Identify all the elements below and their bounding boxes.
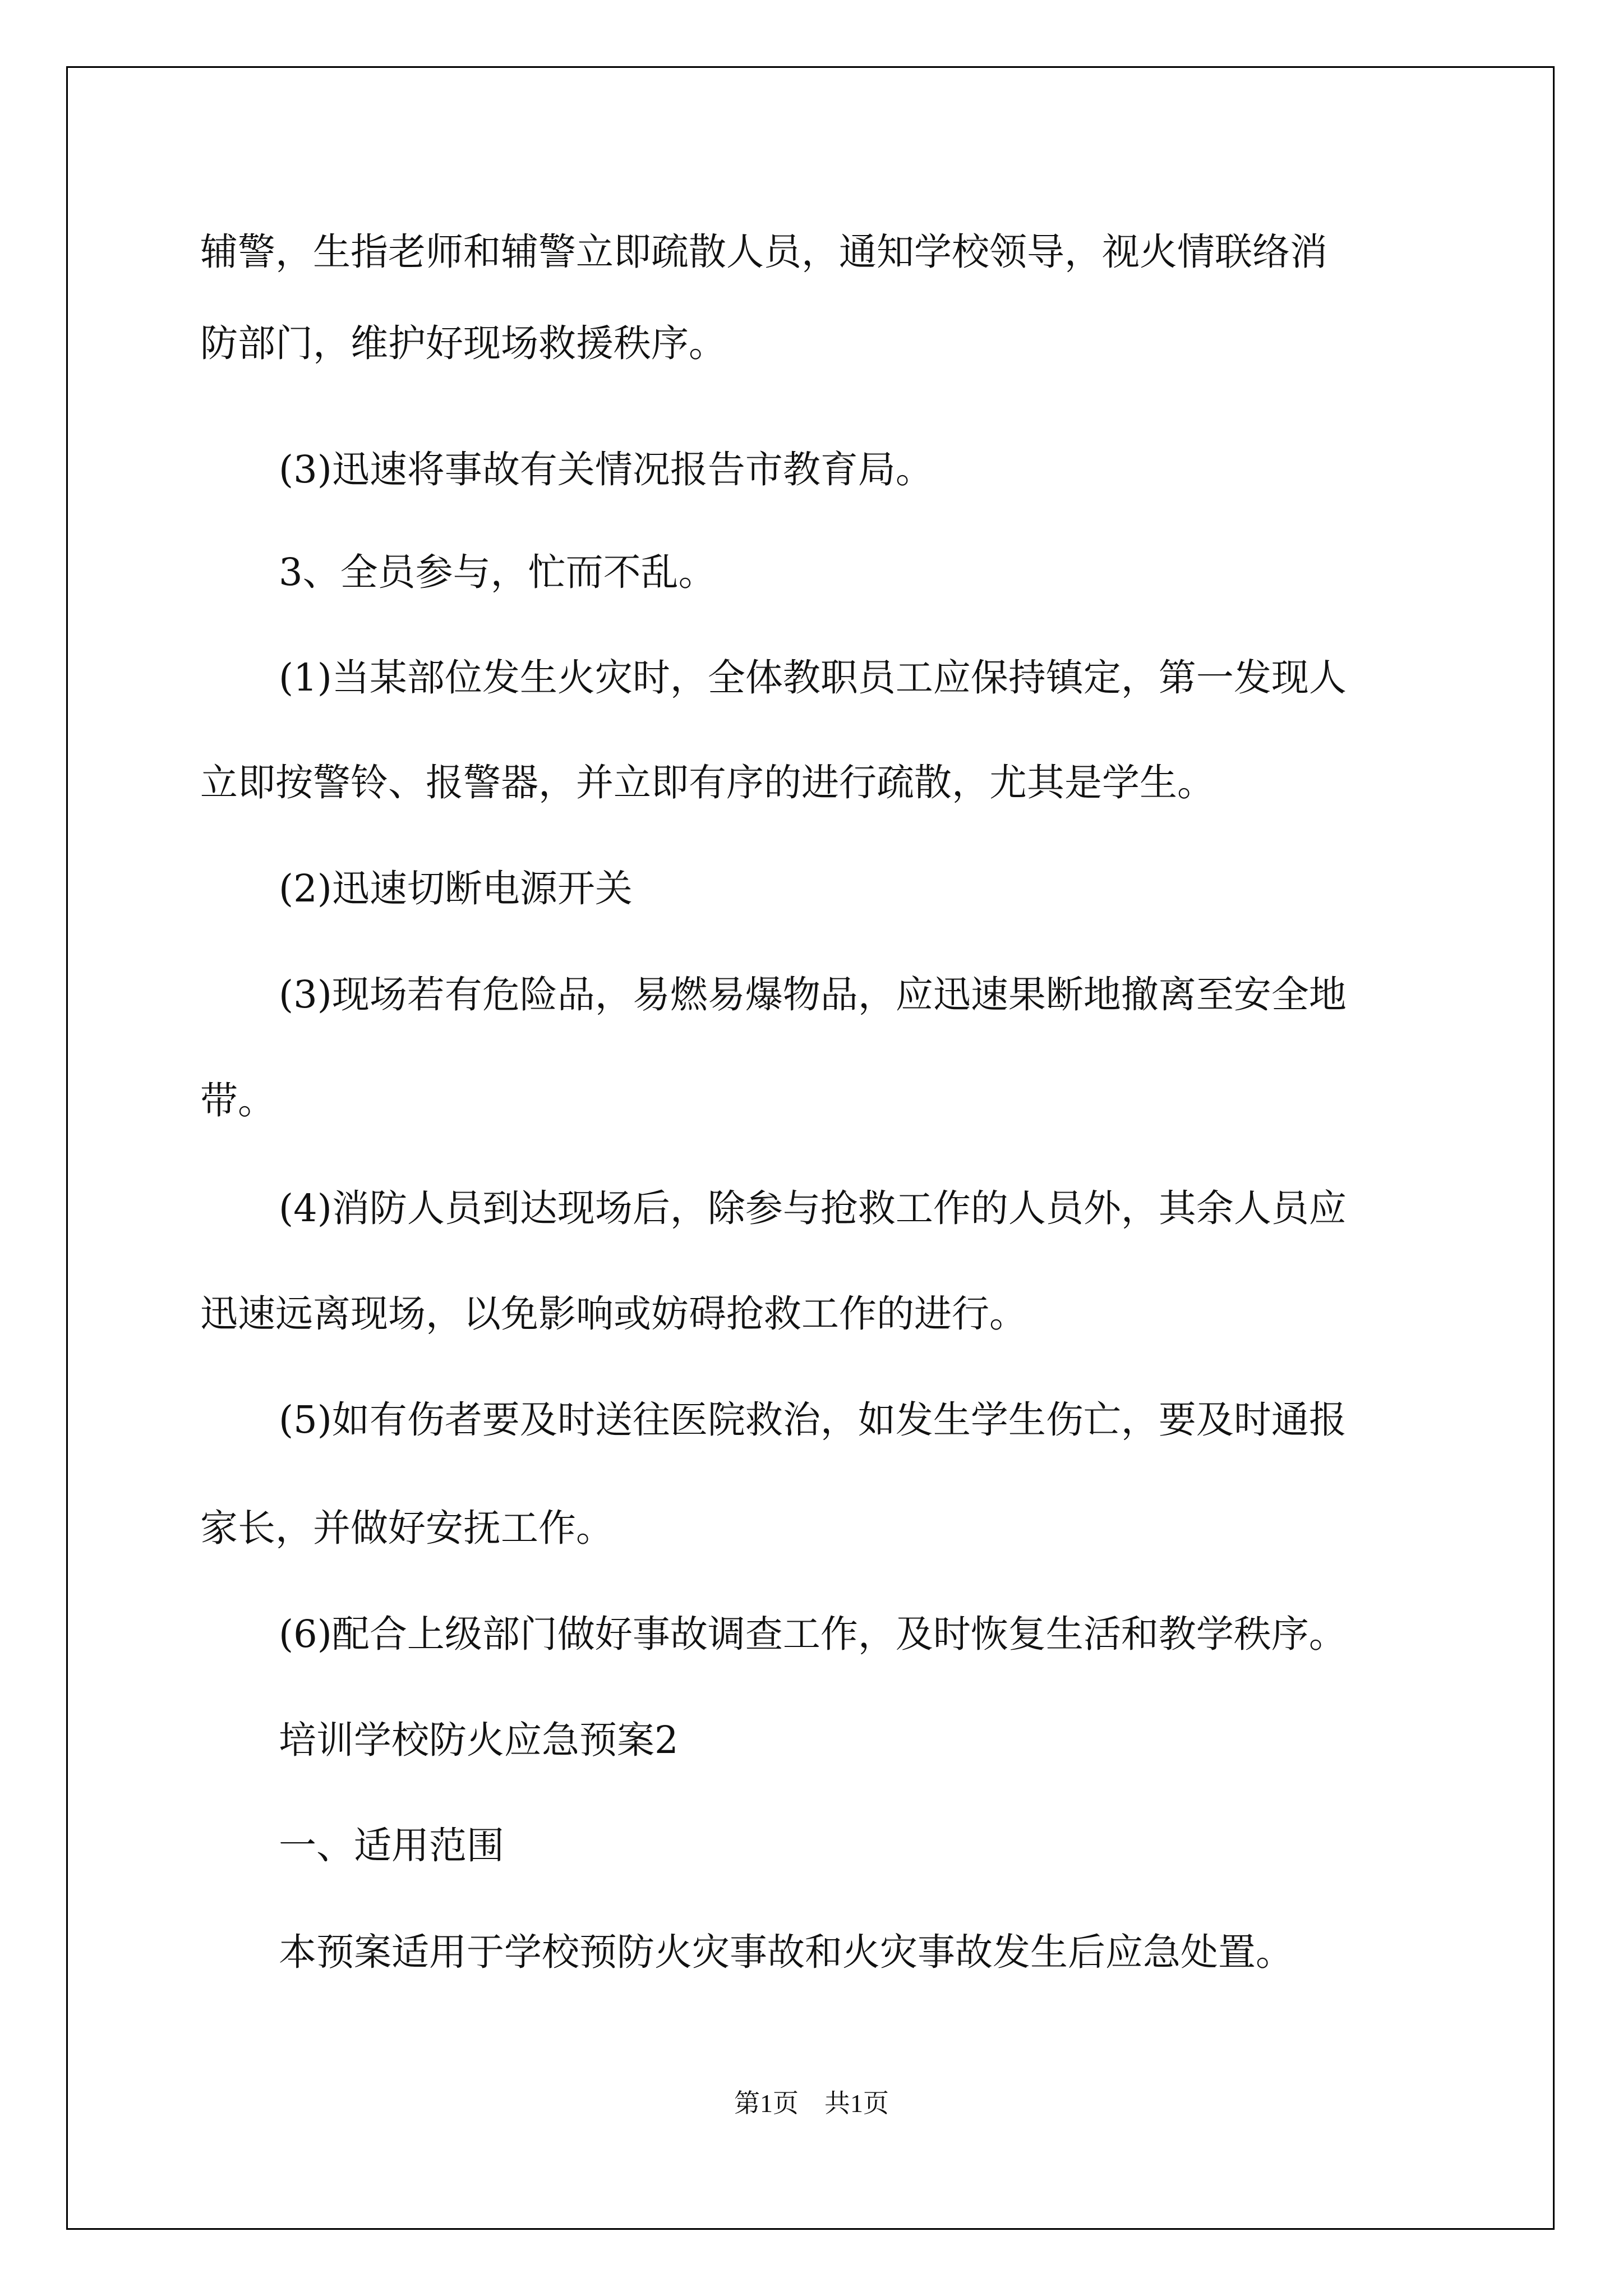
body-line: 3、全员参与，忙而不乱。: [279, 550, 716, 594]
body-line: 本预案适用于学校预防火灾事故和火灾事故发生后应急处置。: [279, 1930, 1293, 1974]
body-line: 带。: [200, 1079, 275, 1122]
subsection-heading: 一、适用范围: [279, 1824, 504, 1867]
body-line: (3)现场若有危险品，易燃易爆物品，应迅速果断地撤离至安全地: [279, 973, 1347, 1016]
body-line: (1)当某部位发生火灾时，全体教职员工应保持镇定，第一发现人: [279, 656, 1347, 700]
body-line: (4)消防人员到达现场后，除参与抢救工作的人员外，其余人员应: [279, 1186, 1347, 1230]
body-line: 家长，并做好安抚工作。: [200, 1506, 614, 1550]
body-line: (5)如有伤者要及时送往医院救治，如发生学生伤亡，要及时通报: [279, 1398, 1347, 1442]
body-line: 立即按警铃、报警器，并立即有序的进行疏散，尤其是学生。: [200, 761, 1215, 804]
body-line: 辅警，生指老师和辅警立即疏散人员，通知学校领导，视火情联络消: [200, 230, 1327, 274]
page-number-footer: 第1页 共1页: [734, 2089, 889, 2118]
body-line: (2)迅速切断电源开关: [279, 867, 633, 910]
body-line: (3)迅速将事故有关情况报告市教育局。: [279, 448, 933, 491]
body-line: (6)配合上级部门做好事故调查工作，及时恢复生活和教学秩序。: [279, 1612, 1347, 1656]
section-heading: 培训学校防火应急预案2: [279, 1718, 679, 1762]
body-line: 防部门，维护好现场救援秩序。: [200, 321, 726, 365]
body-line: 迅速远离现场，以免影响或妨碍抢救工作的进行。: [200, 1292, 1027, 1336]
page-border: [66, 66, 1555, 2230]
